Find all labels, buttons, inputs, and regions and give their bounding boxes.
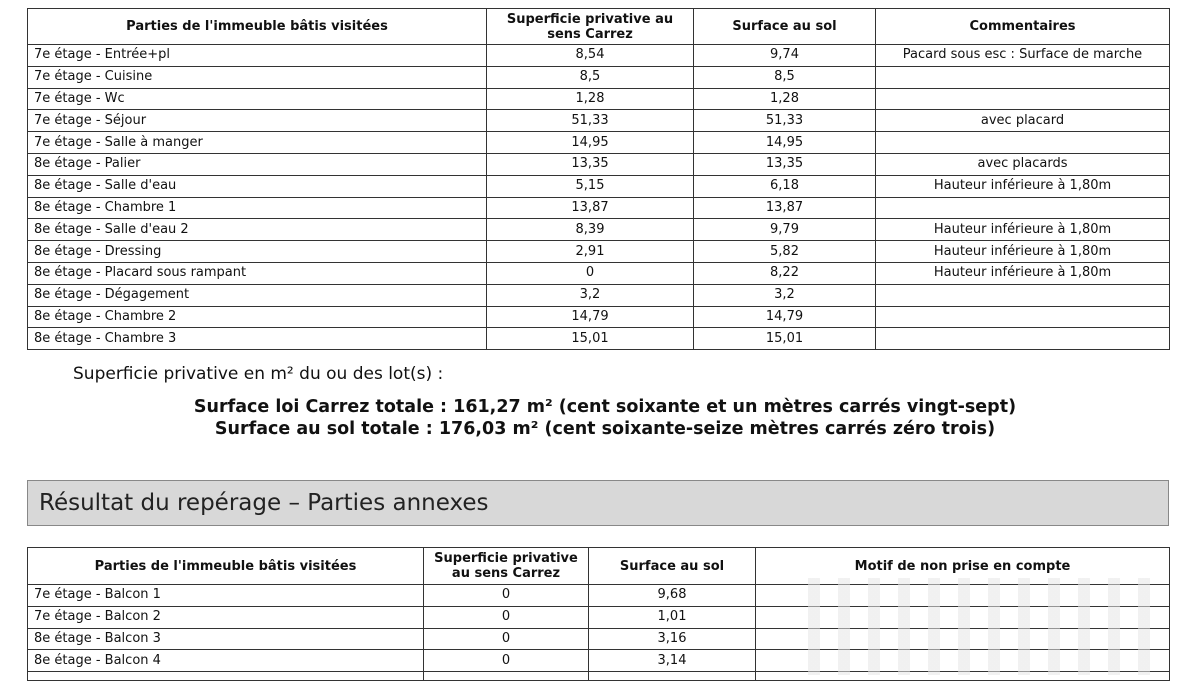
table-row — [28, 219, 1170, 241]
cell-comment — [876, 284, 1170, 306]
cell-sol: 14,95 — [694, 132, 876, 154]
sol-total: Surface au sol totale : 176,03 m² (cent soixante-seize mètres carrés zéro trois) — [214, 419, 996, 439]
cell-carrez: 0 — [424, 628, 589, 650]
cell-carrez: 15,01 — [487, 328, 694, 350]
cell-carrez: 5,15 — [487, 175, 694, 197]
cell-sol: 9,79 — [694, 219, 876, 241]
cell-comment — [876, 132, 1170, 154]
cell-carrez: 51,33 — [487, 110, 694, 132]
cell-partie: 7e étage - Séjour — [28, 110, 487, 132]
cell-carrez: 13,35 — [487, 153, 694, 175]
annex-section-title: Résultat du repérage – Parties annexes — [39, 490, 489, 516]
cell-partie: 7e étage - Balcon 1 — [28, 585, 424, 607]
table-row — [28, 262, 1170, 284]
cell-comment — [876, 88, 1170, 110]
annex-section-header — [27, 480, 1169, 526]
cell-carrez: 8,5 — [487, 66, 694, 88]
summary-label: Superficie privative en m² du ou des lot(s) : — [73, 364, 444, 384]
cell-carrez: 0 — [424, 650, 589, 672]
header-parties: Parties de l'immeuble bâtis visitées — [28, 9, 487, 45]
cell-partie: 8e étage - Salle d'eau — [28, 175, 487, 197]
cell-comment — [876, 197, 1170, 219]
table-row — [28, 132, 1170, 154]
cell-partie: 8e étage - Balcon 3 — [28, 628, 424, 650]
cell-sol: 8,22 — [694, 262, 876, 284]
cell-carrez: 14,95 — [487, 132, 694, 154]
carrez-total: Surface loi Carrez totale : 161,27 m² (cent soixante et un mètres carrés vingt-sept) — [193, 397, 1017, 417]
table-row — [28, 606, 1170, 628]
cell-partie: 8e étage - Salle d'eau 2 — [28, 219, 487, 241]
header-carrez: Superficie privative au sens Carrez — [487, 9, 694, 45]
cell-carrez: 2,91 — [487, 241, 694, 263]
cell-carrez: 3,2 — [487, 284, 694, 306]
cell-partie: 7e étage - Salle à manger — [28, 132, 487, 154]
table-header-row — [28, 548, 1170, 585]
cell-carrez: 0 — [424, 606, 589, 628]
table-row — [28, 306, 1170, 328]
table-row — [28, 284, 1170, 306]
cell-sol: 51,33 — [694, 110, 876, 132]
cell-sol: 6,18 — [694, 175, 876, 197]
cell-sol: 3,2 — [694, 284, 876, 306]
cell-carrez: 14,79 — [487, 306, 694, 328]
cell-carrez: 1,28 — [487, 88, 694, 110]
cell-partie: 7e étage - Wc — [28, 88, 487, 110]
table-row — [28, 88, 1170, 110]
table-row — [28, 45, 1170, 67]
table-row — [28, 650, 1170, 672]
cell-sol: 1,28 — [694, 88, 876, 110]
cell-comment — [756, 585, 1170, 607]
cell-sol: 13,35 — [694, 153, 876, 175]
cell-comment — [876, 66, 1170, 88]
cell-sol: 13,87 — [694, 197, 876, 219]
cell-carrez: 13,87 — [487, 197, 694, 219]
cell-partie: 8e étage - Chambre 1 — [28, 197, 487, 219]
cell-sol: 5,82 — [694, 241, 876, 263]
cell-partie: 8e étage - Dressing — [28, 241, 487, 263]
cell-sol: 3,14 — [589, 650, 756, 672]
cell-sol: 14,79 — [694, 306, 876, 328]
cell-partie: 7e étage - Balcon 2 — [28, 606, 424, 628]
header-sol: Surface au sol — [694, 9, 876, 45]
surface-table — [27, 8, 1170, 350]
cell-partie: 8e étage - Balcon 4 — [28, 650, 424, 672]
cell-carrez: 8,39 — [487, 219, 694, 241]
cell-sol: 9,68 — [589, 585, 756, 607]
header-parties: Parties de l'immeuble bâtis visitées — [28, 548, 424, 585]
cell-sol: 1,01 — [589, 606, 756, 628]
table-row — [28, 328, 1170, 350]
cell-partie: 7e étage - Cuisine — [28, 66, 487, 88]
cell-comment: Hauteur inférieure à 1,80m — [876, 241, 1170, 263]
cell-partie: 8e étage - Placard sous rampant — [28, 262, 487, 284]
cell-partie: 8e étage - Dégagement — [28, 284, 487, 306]
table-header-row — [28, 9, 1170, 45]
cell-comment: Pacard sous esc : Surface de marche — [876, 45, 1170, 67]
cell-comment: Hauteur inférieure à 1,80m — [876, 219, 1170, 241]
table-row — [28, 628, 1170, 650]
table-row — [28, 153, 1170, 175]
cell-comment — [756, 628, 1170, 650]
cell-sol: 15,01 — [694, 328, 876, 350]
cell-carrez: 0 — [424, 585, 589, 607]
cell-partie: 8e étage - Palier — [28, 153, 487, 175]
table-row — [28, 241, 1170, 263]
cell-carrez: 0 — [487, 262, 694, 284]
cell-empty — [756, 672, 1170, 681]
table-row — [28, 197, 1170, 219]
table-row — [28, 175, 1170, 197]
annex-table — [27, 547, 1170, 681]
cell-partie: 8e étage - Chambre 3 — [28, 328, 487, 350]
table-row — [28, 66, 1170, 88]
cell-comment: Hauteur inférieure à 1,80m — [876, 262, 1170, 284]
cell-comment: Hauteur inférieure à 1,80m — [876, 175, 1170, 197]
cell-comment — [756, 650, 1170, 672]
header-commentaires: Commentaires — [876, 9, 1170, 45]
header-motif: Motif de non prise en compte — [756, 548, 1170, 585]
cell-comment — [876, 306, 1170, 328]
table-row-partial — [28, 672, 1170, 681]
cell-empty — [28, 672, 424, 681]
cell-sol: 8,5 — [694, 66, 876, 88]
cell-comment — [756, 606, 1170, 628]
cell-partie: 8e étage - Chambre 2 — [28, 306, 487, 328]
cell-comment: avec placard — [876, 110, 1170, 132]
cell-carrez: 8,54 — [487, 45, 694, 67]
table-row — [28, 110, 1170, 132]
header-carrez: Superficie privative au sens Carrez — [424, 548, 589, 585]
cell-partie: 7e étage - Entrée+pl — [28, 45, 487, 67]
cell-comment — [876, 328, 1170, 350]
cell-comment: avec placards — [876, 153, 1170, 175]
table-row — [28, 585, 1170, 607]
cell-sol: 9,74 — [694, 45, 876, 67]
cell-sol: 3,16 — [589, 628, 756, 650]
cell-empty — [589, 672, 756, 681]
cell-empty — [424, 672, 589, 681]
header-sol: Surface au sol — [589, 548, 756, 585]
